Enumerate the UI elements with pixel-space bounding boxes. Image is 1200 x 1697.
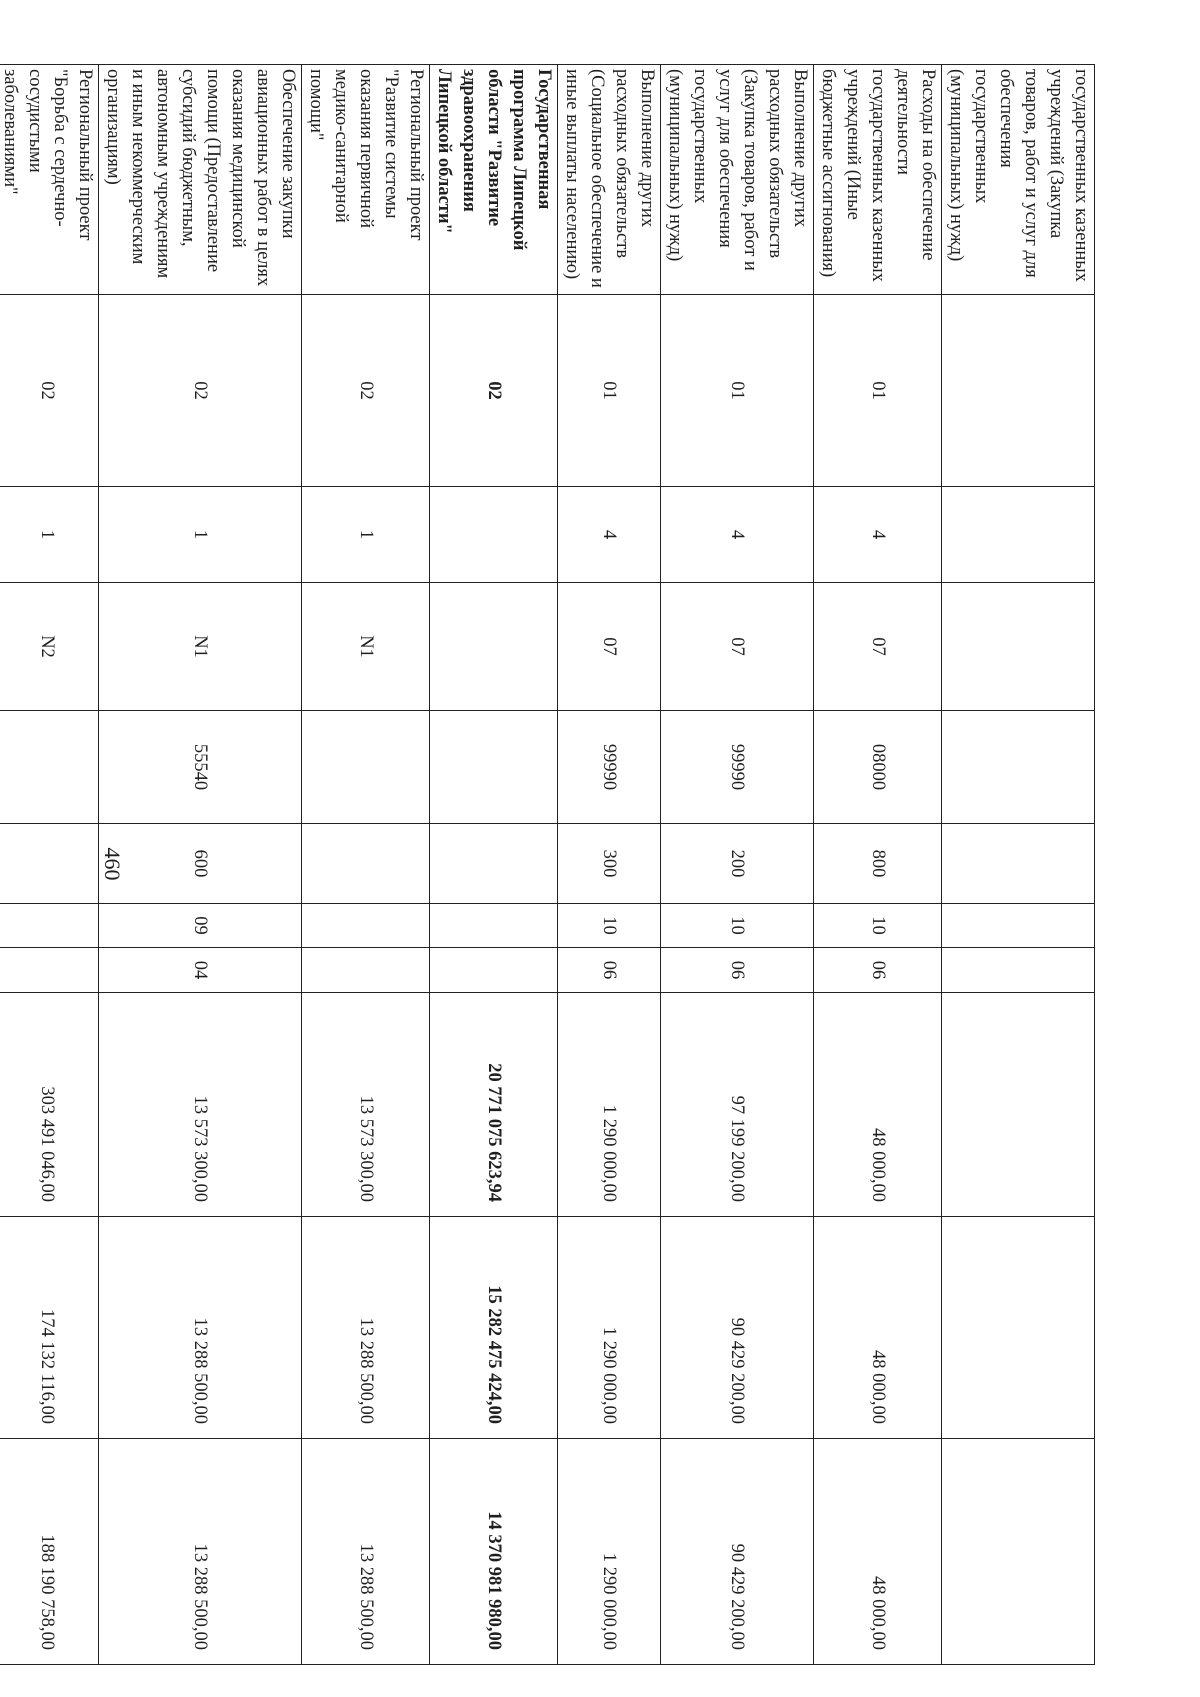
- expense-type-code-cell: 300: [558, 824, 661, 904]
- amount-year1-cell: 48 000,00: [814, 993, 942, 1217]
- subprogram-code-cell: 4: [814, 487, 942, 583]
- direction-code-cell: 08000: [814, 711, 942, 824]
- table-row: [814, 65, 942, 1665]
- section-code-cell: [0, 904, 99, 948]
- amount-year3-cell: 90 429 200,00: [661, 1439, 814, 1665]
- expense-type-code-cell: [942, 824, 1095, 904]
- subsection-code-cell: 04: [99, 948, 302, 993]
- amount-year3-cell: 48 000,00: [814, 1439, 942, 1665]
- main-event-code-cell: 07: [558, 583, 661, 711]
- budget-table: [0, 64, 1095, 1665]
- subprogram-code-cell: 1: [302, 487, 430, 583]
- amount-year2-cell: 13 288 500,00: [302, 1217, 430, 1439]
- amount-year2-cell: [942, 1217, 1095, 1439]
- main-event-code-cell: N2: [0, 583, 99, 711]
- amount-year3-cell: 13 288 500,00: [99, 1439, 302, 1665]
- main-event-code-cell: [430, 583, 558, 711]
- amount-year3-cell: 13 288 500,00: [302, 1439, 430, 1665]
- page-number: 460: [100, 847, 125, 881]
- main-event-code-cell: 07: [661, 583, 814, 711]
- table-row: [430, 65, 558, 1665]
- subsection-code-cell: [0, 948, 99, 993]
- subprogram-code-cell: 4: [558, 487, 661, 583]
- table-row: [302, 65, 430, 1665]
- amount-year1-cell: 20 771 075 623,94: [430, 993, 558, 1217]
- expense-type-code-cell: 800: [814, 824, 942, 904]
- expense-type-code-cell: [0, 824, 99, 904]
- direction-code-cell: 55540: [99, 711, 302, 824]
- amount-year1-cell: 13 573 300,00: [302, 993, 430, 1217]
- direction-code-cell: [430, 711, 558, 824]
- amount-year2-cell: 15 282 475 424,00: [430, 1217, 558, 1439]
- expense-name-cell: Региональный проект "Развитие системы оказания первичной медико-санитарной помощи": [302, 65, 430, 295]
- table-row: [558, 65, 661, 1665]
- subsection-code-cell: [302, 948, 430, 993]
- expense-name-cell: Региональный проект "Борьба с сердечно-сосудистыми заболеваниями": [0, 65, 99, 295]
- section-code-cell: [430, 904, 558, 948]
- program-code-cell: 01: [558, 295, 661, 487]
- subprogram-code-cell: [430, 487, 558, 583]
- section-code-cell: 10: [558, 904, 661, 948]
- section-code-cell: 10: [814, 904, 942, 948]
- expense-name-cell: Выполнение других расходных обязательств (Социальное обеспечение и иные выплаты населению): [558, 65, 661, 295]
- amount-year2-cell: 48 000,00: [814, 1217, 942, 1439]
- expense-name-cell: Государственная программа Липецкой области "Развитие здравоохранения Липецкой области": [430, 65, 558, 295]
- amount-year1-cell: 303 491 046,00: [0, 993, 99, 1217]
- direction-code-cell: 99990: [558, 711, 661, 824]
- budget-table-sheet: [0, 64, 1095, 1664]
- direction-code-cell: [0, 711, 99, 824]
- subsection-code-cell: 06: [558, 948, 661, 993]
- program-code-cell: 02: [302, 295, 430, 487]
- program-code-cell: 01: [661, 295, 814, 487]
- table-row: [0, 65, 99, 1665]
- amount-year1-cell: 13 573 300,00: [99, 993, 302, 1217]
- amount-year3-cell: [942, 1439, 1095, 1665]
- expense-name-cell: государственных казенных учреждений (Закупка товаров, работ и услуг для обеспечения государственных (муниципальных) нужд): [942, 65, 1095, 295]
- subsection-code-cell: 06: [814, 948, 942, 993]
- expense-name-cell: Выполнение других расходных обязательств (Закупка товаров, работ и услуг для обеспечения государственных (муниципальных) нужд): [661, 65, 814, 295]
- amount-year2-cell: 90 429 200,00: [661, 1217, 814, 1439]
- main-event-code-cell: N1: [302, 583, 430, 711]
- expense-type-code-cell: [430, 824, 558, 904]
- table-row: [99, 65, 302, 1665]
- main-event-code-cell: N1: [99, 583, 302, 711]
- expense-name-cell: Расходы на обеспечение деятельности государственных казенных учреждений (Иные бюджетные ассигнования): [814, 65, 942, 295]
- subprogram-code-cell: [942, 487, 1095, 583]
- section-code-cell: [302, 904, 430, 948]
- amount-year3-cell: 1 290 000,00: [558, 1439, 661, 1665]
- program-code-cell: 02: [430, 295, 558, 487]
- expense-type-code-cell: [302, 824, 430, 904]
- amount-year2-cell: 174 132 116,00: [0, 1217, 99, 1439]
- table-row: [942, 65, 1095, 1665]
- section-code-cell: [942, 904, 1095, 948]
- amount-year1-cell: 97 199 200,00: [661, 993, 814, 1217]
- subprogram-code-cell: 1: [99, 487, 302, 583]
- subsection-code-cell: [942, 948, 1095, 993]
- section-code-cell: 10: [661, 904, 814, 948]
- program-code-cell: 01: [814, 295, 942, 487]
- main-event-code-cell: [942, 583, 1095, 711]
- program-code-cell: 02: [0, 295, 99, 487]
- subprogram-code-cell: 4: [661, 487, 814, 583]
- amount-year2-cell: 13 288 500,00: [99, 1217, 302, 1439]
- main-event-code-cell: 07: [814, 583, 942, 711]
- table-row: [661, 65, 814, 1665]
- amount-year3-cell: 188 190 758,00: [0, 1439, 99, 1665]
- expense-name-cell: Обеспечение закупки авиационных работ в целях оказания медицинской помощи (Предоставление субсидий бюджетным, автономным учреждениям и иным некоммерческим организациям): [99, 65, 302, 295]
- expense-type-code-cell: 600: [99, 824, 302, 904]
- section-code-cell: 09: [99, 904, 302, 948]
- amount-year1-cell: 1 290 000,00: [558, 993, 661, 1217]
- amount-year3-cell: 14 370 981 980,00: [430, 1439, 558, 1665]
- amount-year1-cell: [942, 993, 1095, 1217]
- program-code-cell: 02: [99, 295, 302, 487]
- subsection-code-cell: 06: [661, 948, 814, 993]
- program-code-cell: [942, 295, 1095, 487]
- expense-type-code-cell: 200: [661, 824, 814, 904]
- direction-code-cell: 99990: [661, 711, 814, 824]
- subsection-code-cell: [430, 948, 558, 993]
- direction-code-cell: [942, 711, 1095, 824]
- subprogram-code-cell: 1: [0, 487, 99, 583]
- amount-year2-cell: 1 290 000,00: [558, 1217, 661, 1439]
- direction-code-cell: [302, 711, 430, 824]
